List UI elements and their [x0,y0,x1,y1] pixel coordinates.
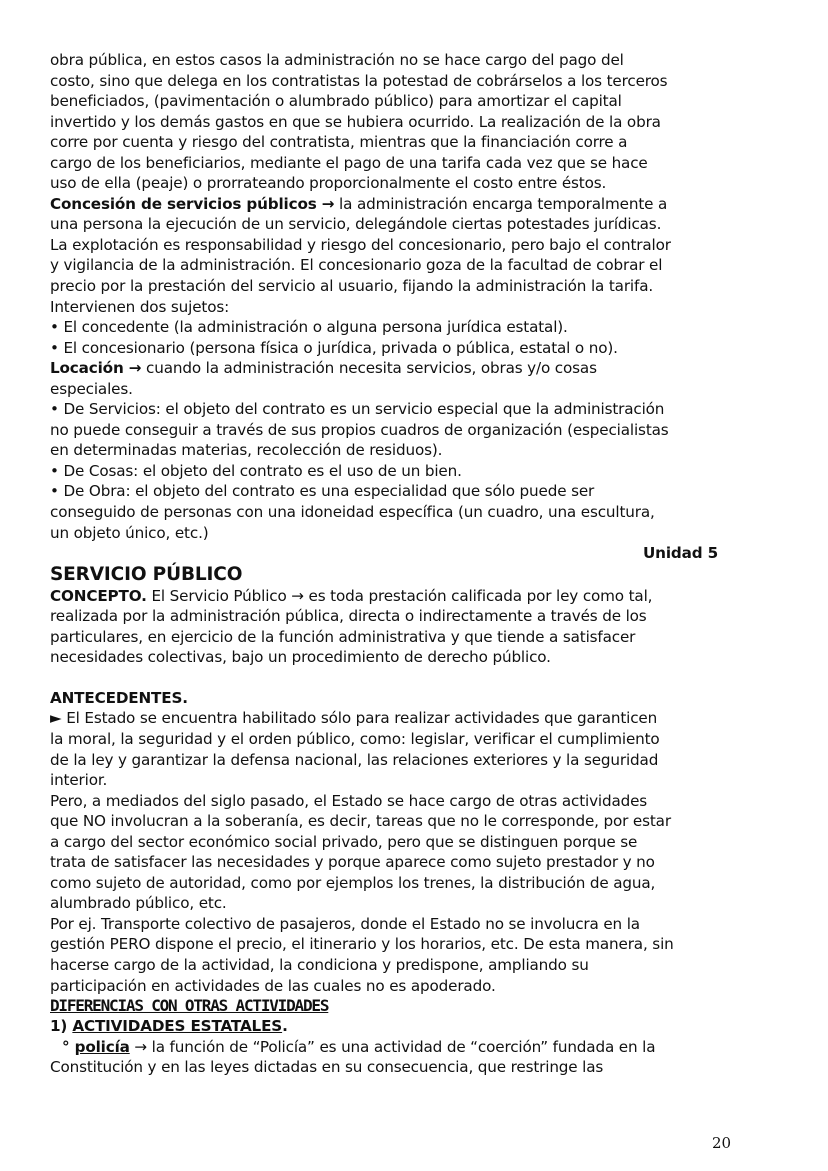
locacion-paragraph: Locación → cuando la administración necesita servicios, obras y/o cosas [50,359,597,378]
text-line: hacerse cargo de la actividad, la condiciona y predispone, ampliando su [50,955,589,974]
text-line: a cargo del sector económico social privado, pero que se distinguen porque se [50,832,638,851]
text-line: Intervienen dos sujetos: [50,297,230,316]
concesion-term: Concesión de servicios públicos → [50,194,335,213]
text-line: corre por cuenta y riesgo del contratista, mientras que la financiación corre a [50,133,628,152]
text-line: que NO involucran a la soberanía, es decir, tareas que no le corresponde, por estar [50,812,671,831]
bullet-item: ► El Estado se encuentra habilitado sólo para realizar actividades que garanticen [50,709,658,728]
text-line: invertido y los demás gastos en que se hubiera ocurrido. La realización de la obra [50,112,661,131]
page-number: 20 [712,1134,732,1152]
text-line: como sujeto de autoridad, como por ejemplos los trenes, la distribución de agua, [50,873,656,892]
diferencias-heading: DIFERENCIAS CON OTRAS ACTIVIDADES [50,996,329,1016]
locacion-term: Locación → [50,359,142,378]
text-line: La explotación es responsabilidad y riesgo del concesionario, pero bajo el contralor [50,235,671,254]
text-line: trata de satisfacer las necesidades y porque aparece como sujeto prestador y no [50,853,655,872]
subheading: 1) ACTIVIDADES ESTATALES. [50,1017,288,1036]
concesion-paragraph: Concesión de servicios públicos → la administración encarga temporalmente a [50,194,668,213]
text-line: realizada por la administración pública, directa o indirectamente a través de los [50,607,647,626]
text-line: no puede conseguir a través de sus propios cuadros de organización (especialistas [50,420,669,439]
section-title: SERVICIO PÚBLICO [50,563,243,585]
text-line: obra pública, en estos casos la administración no se hace cargo del pago del [50,51,624,69]
bullet-item: • De Servicios: el objeto del contrato es un servicio especial que la administración [50,400,665,419]
unit-label: Unidad 5 [643,544,718,563]
text-line: alumbrado público, etc. [50,894,227,913]
bullet-item: • De Obra: el objeto del contrato es una especialidad que sólo puede ser [50,482,595,501]
text-line: especiales. [50,379,133,398]
antecedentes-heading: ANTECEDENTES. [50,688,188,707]
text-line: uso de ella (peaje) o prorrateando proporcionalmente el costo entre éstos. [50,174,607,193]
bullet-item: • El concedente (la administración o alguna persona jurídica estatal). [50,318,568,337]
document-page [50,50,740,1078]
text-line: y vigilancia de la administración. El concesionario goza de la facultad de cobrar el [50,256,663,275]
text-line: Pero, a mediados del siglo pasado, el Estado se hace cargo de otras actividades [50,791,648,810]
text-line: conseguido de personas con una idoneidad específica (un cuadro, una escultura, [50,503,655,522]
text-line: precio por la prestación del servicio al usuario, fijando la administración la tarifa. [50,277,654,296]
policia-term: policía [74,1037,130,1056]
text-line: en determinadas materias, recolección de residuos). [50,441,443,460]
policia-paragraph: ° policía → la función de “Policía” es una actividad de “coerción” fundada en la [62,1037,656,1056]
text-line: la moral, la seguridad y el orden público, como: legislar, verificar el cumplimiento [50,729,660,748]
text-line: necesidades colectivas, bajo un procedimiento de derecho público. [50,648,551,667]
text-line: una persona la ejecución de un servicio, delegándole ciertas potestades jurídicas. [50,215,662,234]
text-line: particulares, en ejercicio de la función administrativa y que tiende a satisfacer [50,627,636,646]
text-line: de la ley y garantizar la defensa nacional, las relaciones exteriores y la seguridad [50,750,659,769]
text-line: Por ej. Transporte colectivo de pasajeros, donde el Estado no se involucra en la [50,914,640,933]
concepto-paragraph: CONCEPTO. El Servicio Público → es toda prestación calificada por ley como tal, [50,586,653,605]
concepto-term: CONCEPTO. [50,586,147,605]
text-line: interior. [50,771,108,790]
text-line: gestión PERO dispone el precio, el itinerario y los horarios, etc. De esta manera, sin [50,935,674,954]
bullet-item: • El concesionario (persona física o jurídica, privada o pública, estatal o no). [50,338,618,357]
text-line: costo, sino que delega en los contratistas la potestad de cobrárselos a los terceros [50,71,668,90]
text-line: Constitución y en las leyes dictadas en su consecuencia, que restringe las [50,1058,604,1077]
text-line: cargo de los beneficiarios, mediante el pago de una tarifa cada vez que se hace [50,153,648,172]
text-line: beneficiados, (pavimentación o alumbrado público) para amortizar el capital [50,92,622,111]
bullet-item: • De Cosas: el objeto del contrato es el uso de un bien. [50,461,462,480]
text-line: un objeto único, etc.) [50,523,209,542]
text-line: participación en actividades de las cuales no es apoderado. [50,976,496,995]
